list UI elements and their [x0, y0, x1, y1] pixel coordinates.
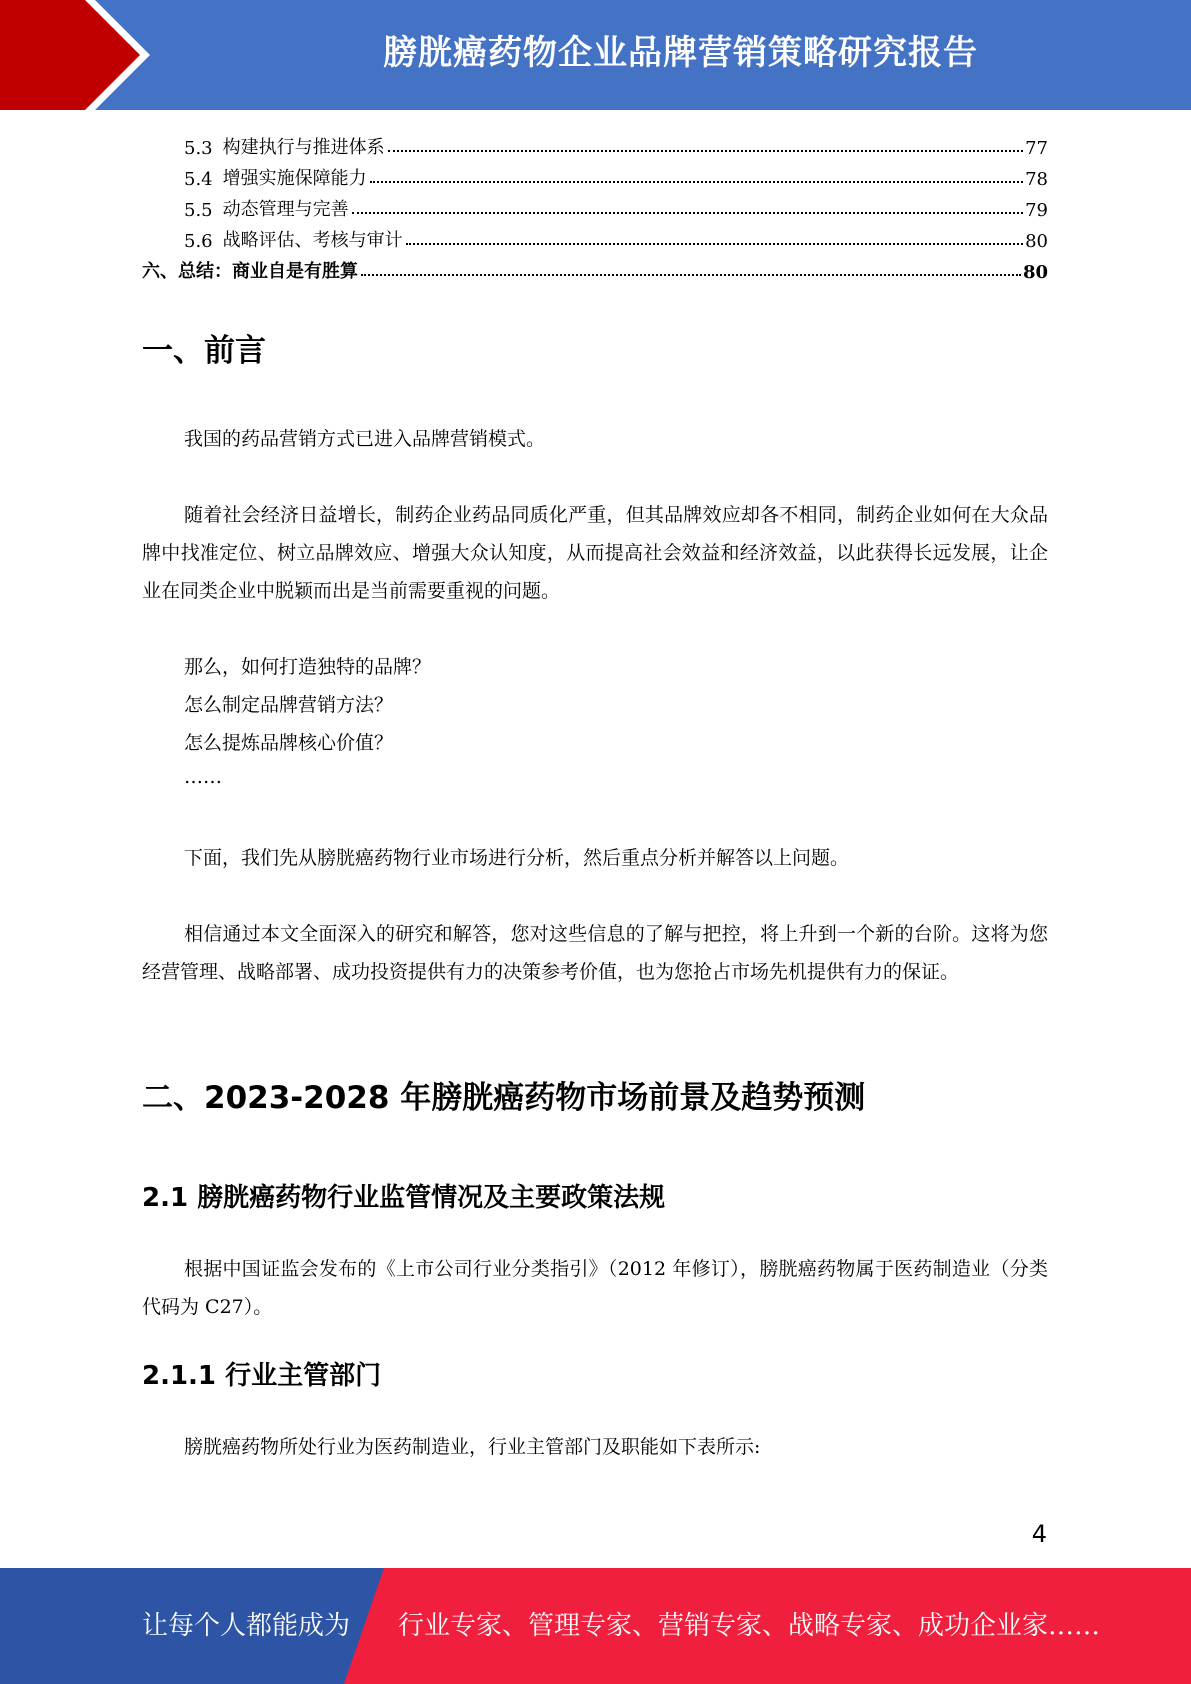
footer-slogan-left: 让每个人都能成为 — [142, 1611, 351, 1641]
toc-entry-5-5[interactable] — [142, 190, 1048, 221]
paragraph: 相信通过本文全面深入的研究和解答，您对这些信息的了解与把控，将上升到一个新的台阶。这将为您经营管理、战略部署、成功投资提供有力的决策参考价值，也为您抢占市场先机提供有力的保证。 — [142, 923, 1048, 983]
subsection-heading-regulation: 2.1 膀胱癌药物行业监管情况及主要政策法规 — [142, 1183, 666, 1213]
toc-entry-number: 5.3 — [184, 138, 213, 159]
toc-entry-title: 增强实施保障能力 — [222, 168, 367, 189]
toc-entry-page: 77 — [1025, 138, 1048, 159]
toc-entry-5-4[interactable] — [142, 159, 1048, 190]
toc-entry-5-6[interactable] — [142, 221, 1048, 252]
table-of-contents — [142, 128, 1048, 283]
toc-dot-leader — [352, 212, 1023, 214]
header-arrow-icon — [0, 0, 140, 110]
paragraph: 膀胱癌药物所处行业为医药制造业，行业主管部门及职能如下表所示: — [184, 1436, 761, 1458]
toc-entry-number: 5.5 — [184, 200, 213, 221]
subsection-heading-authority: 2.1.1 行业主管部门 — [142, 1361, 382, 1391]
toc-entry-title: 六、总结：商业自是有胜算 — [142, 261, 358, 282]
toc-entry-chapter-6[interactable] — [142, 252, 1048, 283]
toc-entry-page: 79 — [1025, 200, 1048, 221]
page-header — [0, 0, 1191, 110]
toc-entry-page: 80 — [1022, 262, 1048, 283]
section-heading-preface: 一、前言 — [142, 333, 266, 369]
question-line: 怎么制定品牌营销方法？ — [184, 694, 394, 716]
toc-entry-page: 78 — [1025, 169, 1048, 190]
paragraph: 下面，我们先从膀胱癌药物行业市场进行分析，然后重点分析并解答以上问题。 — [184, 847, 850, 869]
page-footer — [0, 1568, 1191, 1684]
toc-entry-title: 战略评估、考核与审计 — [222, 230, 403, 251]
toc-entry-page: 80 — [1025, 231, 1048, 252]
toc-entry-title: 构建执行与推进体系 — [222, 137, 385, 158]
footer-slogan-right: 行业专家、管理专家、营销专家、战略专家、成功企业家…… — [398, 1611, 1101, 1641]
toc-dot-leader — [361, 274, 1021, 276]
toc-entry-5-3[interactable] — [142, 128, 1048, 159]
paragraph: 我国的药品营销方式已进入品牌营销模式。 — [184, 428, 546, 450]
page-number: 4 — [1031, 1520, 1047, 1548]
toc-dot-leader — [388, 150, 1023, 152]
report-title: 膀胱癌药物企业品牌营销策略研究报告 — [383, 33, 978, 73]
toc-dot-leader — [370, 181, 1023, 183]
question-line: 那么，如何打造独特的品牌？ — [184, 656, 432, 678]
toc-entry-number: 5.4 — [184, 169, 213, 190]
question-line: 怎么提炼品牌核心价值？ — [184, 732, 394, 754]
paragraph: 随着社会经济日益增长，制药企业药品同质化严重，但其品牌效应却各不相同，制药企业如何在大众品牌中找准定位、树立品牌效应、增强大众认知度，从而提高社会效益和经济效益，以此获得长远发展，让企业在同类企业中脱颖而出是当前需要重视的问题。 — [142, 504, 1048, 602]
toc-dot-leader — [406, 243, 1023, 245]
toc-entry-number: 5.6 — [184, 231, 213, 252]
section-heading-market-forecast: 二、2023-2028 年膀胱癌药物市场前景及趋势预测 — [142, 1080, 866, 1116]
paragraph: 根据中国证监会发布的《上市公司行业分类指引》（2012 年修订），膀胱癌药物属于医药制造业（分类代码为 C27）。 — [142, 1258, 1048, 1318]
ellipsis-line: …… — [184, 766, 222, 788]
toc-entry-title: 动态管理与完善 — [222, 199, 349, 220]
